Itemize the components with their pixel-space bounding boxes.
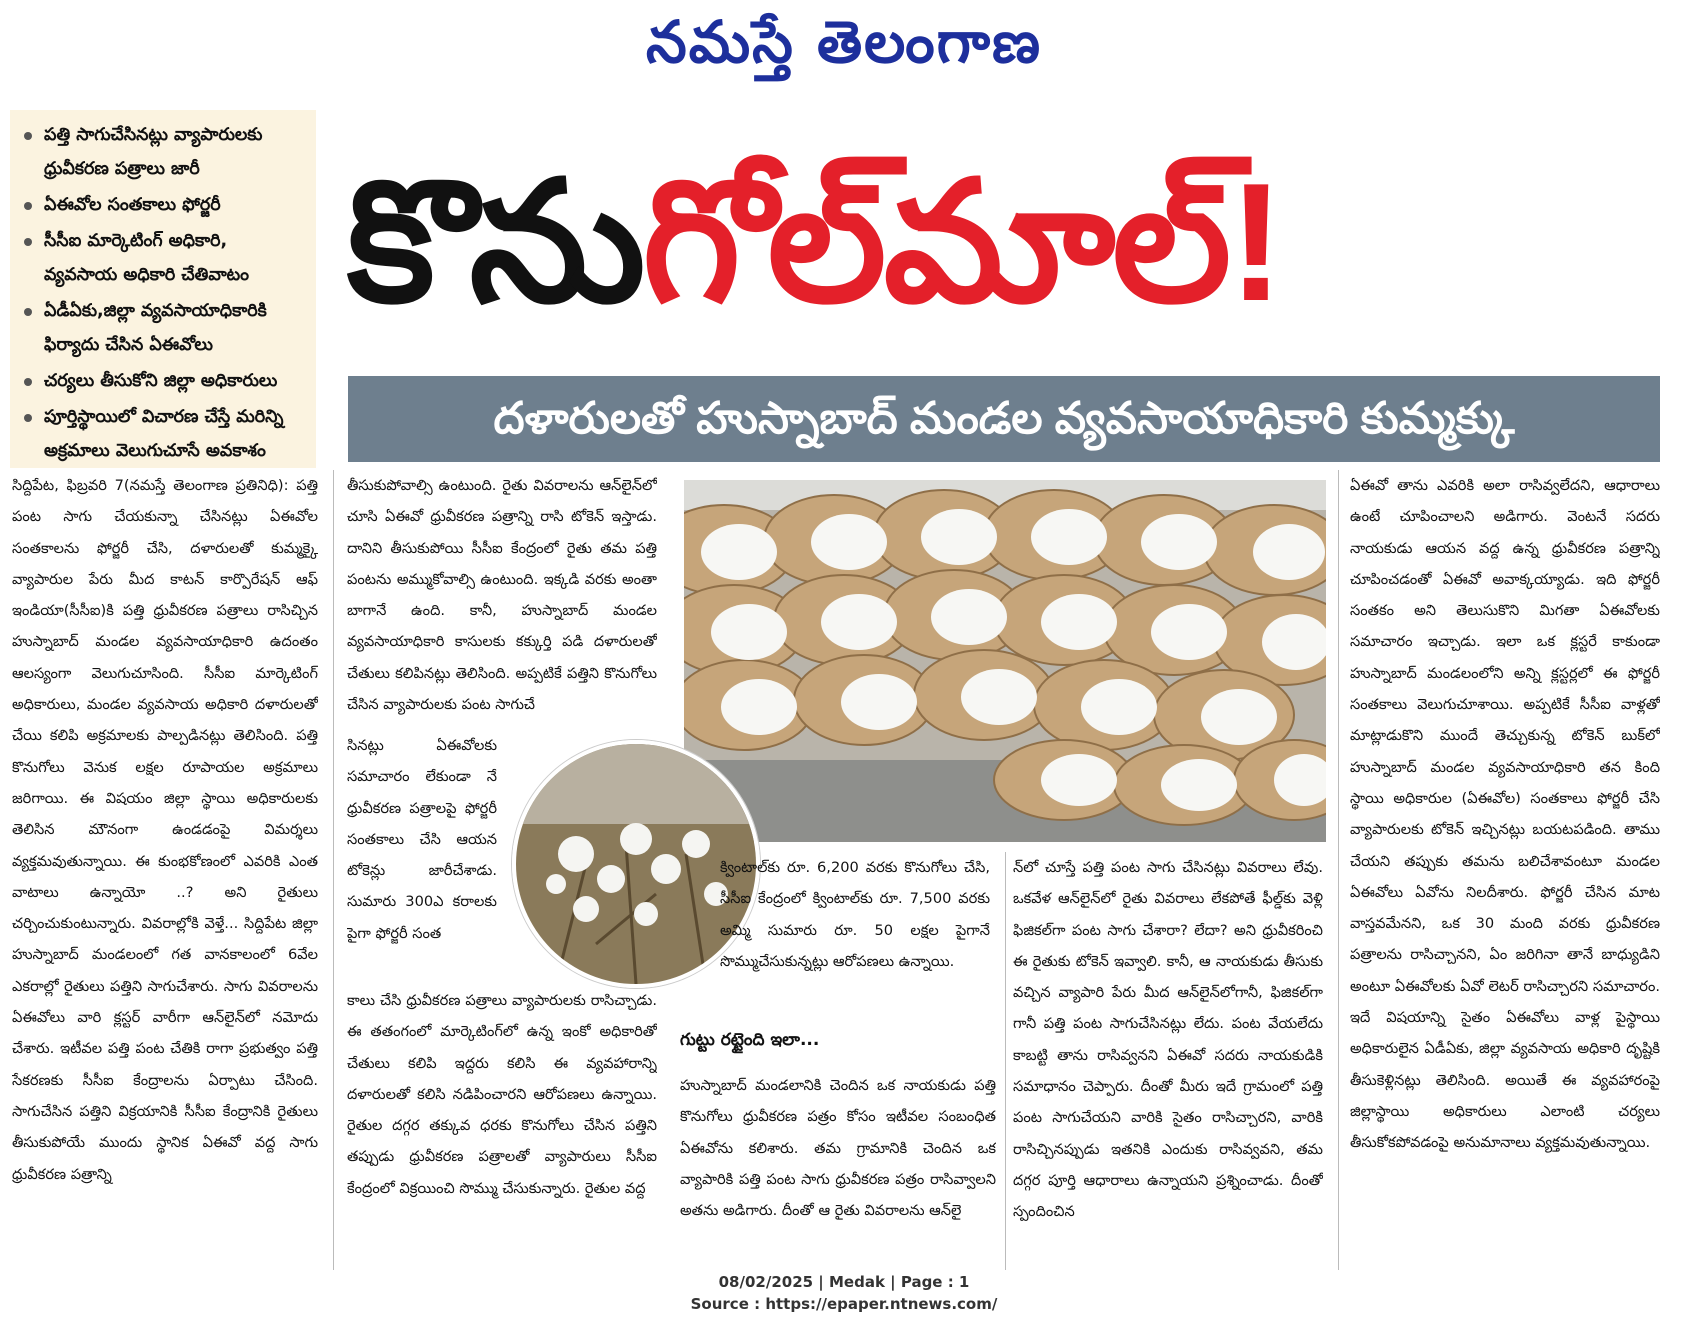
article-column-1: సిద్దిపేట, ఫిబ్రవరి 7(నమస్తే తెలంగాణ ప్రతినిధి): పత్తి పంట సాగు చేయకున్నా చేసినట్లు ఏఈవోల సంతకాలను ఫోర్జరీ చేసి, దళారులతో కుమ్మక్కై వ్యాపారుల పేరు మీద కాటన్ కార్పొరేషన్ ఆఫ్ ఇండియా(సీసీఐ)కి పత్తి ధ్రువీకరణ పత్రాలు రాసిచ్చిన హుస్నాబాద్ మండల వ్యవసాయాధికారి ఉదంతం ఆలస్యంగా వెలుగుచూసింది. సీసీఐ మార్కెటింగ్ అధికారులు, మండల వ్యవసాయ అధికారి దళారులతో చేయి కలిపి అక్రమాలకు పాల్పడినట్లు తెలిసింది. పత్తి కొనుగోలు వెనుక లక్షల రూపాయల అక్రమాలు జరిగాయి. ఈ విషయం జిల్లా స్థాయి అధికారులకు తెలిసిన మౌనంగా ఉండడంపై విమర్శలు వ్యక్తమవుతున్నాయి. ఈ కుంభకోణంలో ఎవరికి ఎంత వాటాలు ఉన్నాయో ..? అని రైతులు చర్చించుకుంటున్నారు. వివరాల్లోకి వెళ్తే... సిద్దిపేట జిల్లా హుస్నాబాద్ మండలంలో గత వానకాలంలో 6వేల ఎకరాల్లో రైతులు పత్తిని సాగుచేశారు. సాగు వివరాలను ఏఈవోలు వారి క్లస్టర్ వారీగా ఆన్‌లైన్‌లో నమోదు చేశారు. ఇటీవల పత్తి పంట చేతికి రాగా ప్రభుత్వం పత్తి సేకరణకు సీసీఐ కేంద్రాలను ఏర్పాటు చేసింది. సాగుచేసిన పత్తిని విక్రయానికి సీసీఐ కేంద్రానికి రైతులు తీసుకుపోయే ముందు స్థానిక ఏఈవో వద్ద సాగు ధ్రువీకరణ పత్రాన్ని <box>12 477 318 1183</box>
highlight-item <box>20 364 306 398</box>
bullet-icon <box>24 308 32 316</box>
article-column-3-top: క్వింటాల్‌కు రూ. 6,200 వరకు కొనుగోలు చేసి, సీసీఐ కేంద్రంలో క్వింటాల్‌కు రూ. 7,500 వరకు అమ్మి సుమారు రూ. 50 లక్షల పైగానే సొమ్ముచేసుకున్నట్లు ఆరోపణలు ఉన్నాయి. <box>720 859 990 970</box>
column-divider <box>1338 470 1339 1270</box>
bullet-icon <box>24 414 32 422</box>
highlight-item <box>20 118 306 186</box>
headline-part-black: కొను <box>347 148 643 336</box>
highlights-box <box>10 110 316 468</box>
cotton-bales-image <box>684 480 1326 842</box>
subheadline-banner: దళారులతో హుస్నాబాద్ మండల వ్యవసాయాధికారి కుమ్మక్కు <box>348 376 1660 462</box>
headline <box>347 142 1657 342</box>
section-heading: గుట్టు రట్టైంది ఇలా... <box>680 1030 820 1050</box>
footer-source-line[interactable]: Source : https://epaper.ntnews.com/ <box>690 1295 998 1313</box>
article-column-2-continued: కాలు చేసి ధ్రువీకరణ పత్రాలు వ్యాపారులకు రాసిచ్చాడు. ఈ తతంగంలో మార్కెటింగ్‌లో ఉన్న ఇంకో అధికారితో చేతులు కలిపి ఇద్దరు కలిసి ఈ వ్యవహారాన్ని దళారులతో కలిసి నడిపించారని ఆరోపణలు ఉన్నాయి. రైతుల దగ్గర తక్కువ ధరకు కొనుగోలు చేసిన పత్తిని తప్పుడు ధ్రువీకరణ పత్రాలతో వ్యాపారులు సీసీఐ కేంద్రంలో విక్రయించి సొమ్ము చేసుకున్నారు. రైతుల వద్ద <box>347 992 657 1197</box>
highlight-item <box>20 294 306 362</box>
article-column-2: తీసుకుపోవాల్సి ఉంటుంది. రైతు వివరాలను ఆన్‌లైన్‌లో చూసి ఏఈవో ధ్రువీకరణ పత్రాన్ని రాసి టోకెన్ ఇస్తాడు. దానిని తీసుకుపోయి సీసీఐ కేంద్రంలో రైతు తమ పత్తి పంటను అమ్ముకోవాల్సి ఉంటుంది. ఇక్కడి వరకు అంతా బాగానే ఉంది. కానీ, హుస్నాబాద్ మండల వ్యవసాయాధికారి కాసులకు కక్కుర్తి పడి దళారులతో చేతులు కలిపినట్లు తెలిసింది. అప్పటికే పత్తిని కొనుగోలు చేసిన వ్యాపారులకు పంట సాగుచే <box>347 477 657 714</box>
cotton-bales-photo <box>684 480 1326 842</box>
footer-date-line: 08/02/2025 | Medak | Page : 1 <box>718 1273 970 1291</box>
highlight-text: పత్తి సాగుచేసినట్లు వ్యాపారులకు ధ్రువీకరణ పత్రాలు జారీ <box>44 125 263 179</box>
highlight-text: పూర్తిస్థాయిలో విచారణ చేస్తే మరిన్ని అక్రమాలు వెలుగుచూసే అవకాశం <box>44 407 284 461</box>
column-divider <box>1005 852 1006 1270</box>
article-column-2-wrap: సినట్లు ఏఈవోలకు సమాచారం లేకుండా నే ధ్రువీకరణ పత్రాలపై ఫోర్జరీ సంతకాలు చేసి ఆయన టోకెన్లు జారీచేశాడు. సుమారు 300ఎ కరాలకు పైగా ఫోర్జరీ సంత <box>347 737 497 942</box>
bullet-icon <box>24 202 32 210</box>
highlight-text: ఏఈవోల సంతకాలు ఫోర్జరీ <box>44 195 221 215</box>
article-column-5: ఏఈవో తాను ఎవరికి అలా రాసివ్వలేదని, ఆధారాలు ఉంటే చూపించాలని అడిగారు. వెంటనే సదరు నాయకుడు ఆయన వద్ద ఉన్న ధ్రువీకరణ పత్రాన్ని చూపించడంతో ఏఈవో అవాక్కయ్యాడు. ఇది ఫోర్జరీ సంతకం అని తెలుసుకొని మిగతా ఏఈవోలకు సమాచారం ఇచ్చాడు. ఇలా ఒక క్లస్టరే కాకుండా హుస్నాబాద్ మండలంలోని అన్ని క్లస్టర్లలో ఈ ఫోర్జరీ సంతకాలు వెలుగుచూశాయి. అప్పటికే సీసీఐ వాళ్లతో మాట్లాడుకొని ముందే తెచ్చుకున్న టోకెన్ బుక్‌లో హుస్నాబాద్ మండల వ్యవసాయాధికారి తన కింది స్థాయి అధికారుల (ఏఈవోల) సంతకాలు ఫోర్జరీ చేసి వ్యాపారులకు టోకెన్ ఇచ్చినట్లు బయటపడింది. తాము చేయని తప్పుకు తమను బలిచేశావంటూ మండల ఏఈవోలు ఏవోను నిలదీశారు. ఫోర్జరీ చేసిన మాట వాస్తవమేనని, ఒక 30 మంది వరకు ధ్రువీకరణ పత్రాలను రాసిచ్చానని, ఏం జరిగినా తానే బాధ్యుడిని అంటూ ఏఈవోలకు ఏవో లెటర్ రాసిచ్చారని సమాచారం. ఇదే విషయాన్ని సైతం ఏఈవోలు వాళ్ల పైస్థాయి అధికారులైన ఏడీఏకు, జిల్లా వ్యవసాయ అధికారి దృష్టికి తీసుకెళ్లినట్లు తెలిసింది. అయితే ఈ వ్యవహారంపై జిల్లాస్థాయి అధికారులు ఎలాంటి చర్యలు తీసుకోకపోవడంపై అనుమానాలు వ్యక్తమవుతున్నాయి. <box>1350 477 1660 1152</box>
bullet-icon <box>24 238 32 246</box>
bullet-icon <box>24 378 32 386</box>
article-column-4: న్‌లో చూస్తే పత్తి పంట సాగు చేసినట్లు వివరాలు లేవు. ఒకవేళ ఆన్‌లైన్‌లో రైతు వివరాలు లేకపోతే ఫీల్డ్‌కు వెళ్లి ఫిజికల్‌గా పంట సాగు చేశారా? లేదా? అని ధ్రువీకరించి ఈ రైతుకు టోకెన్ ఇవ్వాలి. కానీ, ఆ నాయకుడు తీసుకు వచ్చిన వ్యాపారి పేరు మీద ఆన్‌లైన్‌లోగానీ, ఫిజికల్‌గా గానీ పత్తి పంట సాగుచేసినట్లు లేదు. పంట వేయలేదు కాబట్టి తాను రాసివ్వనని ఏఈవో సదరు నాయకుడికి సమాధానం చెప్పారు. దీంతో మీరు ఇదే గ్రామంలో పత్తి పంట సాగుచేయని వారికి సైతం రాసిచ్చారని, వారికి రాసిచ్చినప్పుడు ఇతనికి ఎందుకు రాసివ్వవని, తమ దగ్గర పూర్తి ఆధారాలు ఉన్నాయని ప్రశ్నించాడు. దీంతో స్పందించిన <box>1013 859 1323 1221</box>
highlight-text: చర్యలు తీసుకోని జిల్లా అధికారులు <box>44 371 278 391</box>
masthead-title: నమస్తే తెలంగాణ <box>646 8 1042 76</box>
highlight-item <box>20 400 306 468</box>
column-divider <box>333 470 334 1270</box>
bullet-icon <box>24 132 32 140</box>
highlight-item <box>20 224 306 292</box>
article-column-3-bottom: హుస్నాబాద్ మండలానికి చెందిన ఒక నాయకుడు పత్తి కొనుగోలు ధ్రువీకరణ పత్రం కోసం ఇటీవల సంబంధిత ఏఈవోను కలిశారు. తమ గ్రామానికి చెందిన ఒక వ్యాపారికి పత్తి పంట సాగు ధ్రువీకరణ పత్రం రాసివ్వాలని అతను అడిగారు. దీంతో ఆ రైతు వివరాలను ఆన్‌లై <box>680 1077 996 1220</box>
headline-part-red: గోల్‌మాల్! <box>642 148 1282 336</box>
highlight-item <box>20 188 306 222</box>
highlight-text: సీసీఐ మార్కెటింగ్ అధికారి, వ్యవసాయ అధికారి చేతివాటం <box>44 231 250 285</box>
highlight-text: ఏడీఏకు,జిల్లా వ్యవసాయాధికారికి ఫిర్యాదు చేసిన ఏఈవోలు <box>44 301 267 355</box>
